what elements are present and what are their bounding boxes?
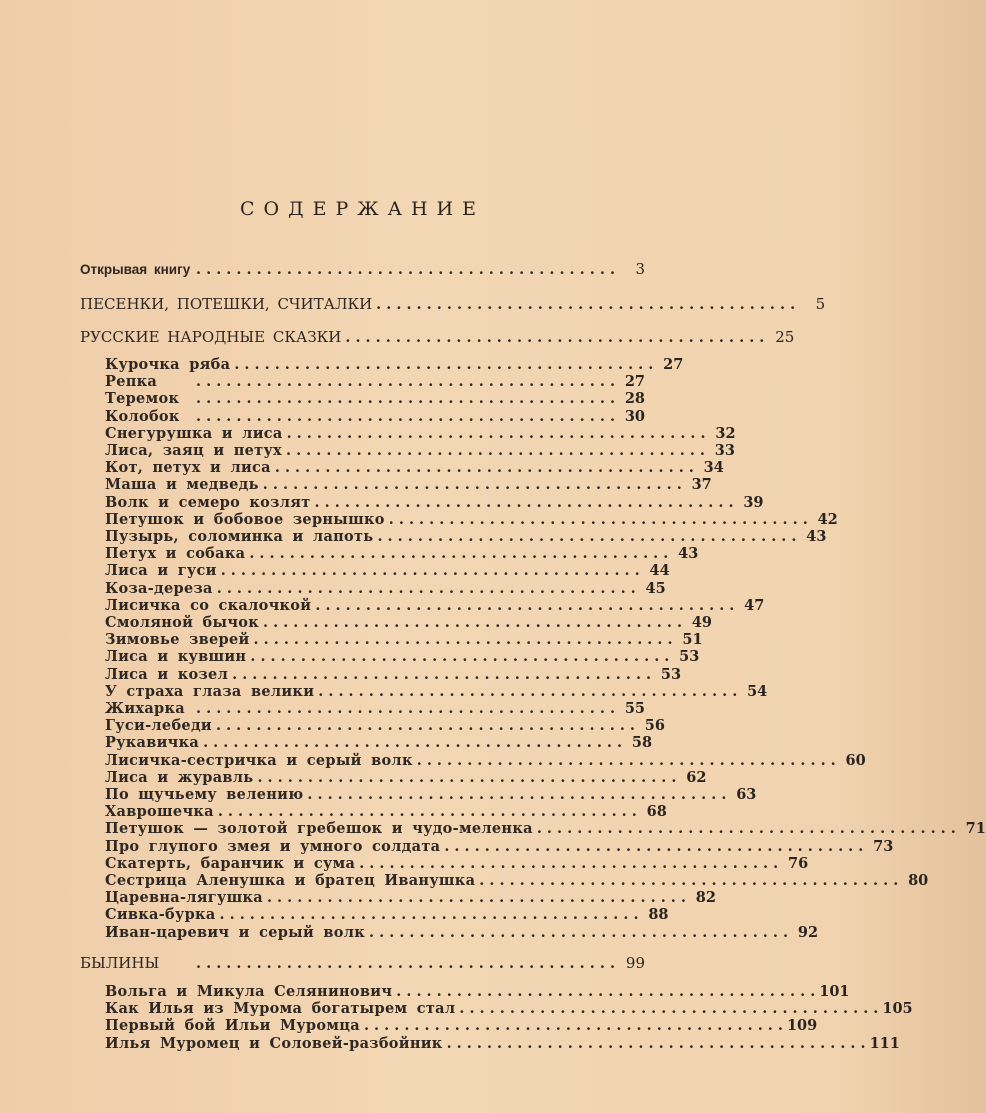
entry-title: Иван-царевич и серый волк [105, 924, 366, 941]
toc-entry [105, 889, 716, 906]
entry-page-number: 37 [691, 476, 712, 493]
entry-page-number: 58 [631, 734, 653, 751]
leader-dots: . . . . . . . . . . . . . . . . . . . . . . . . . . . . . . . . . . . . . . . . . . [266, 889, 686, 906]
entry-title: Курочка ряба [105, 356, 231, 373]
leader-dots: . . . . . . . . . . . . . . . . . . . . . . . . . . . . . . . . . . . . . . . . . . [345, 329, 765, 346]
entry-title: Петушок — золотой гребешок и чудо-меленка [105, 820, 533, 837]
entry-title: Открывая книгу [80, 262, 191, 277]
toc-entry [105, 820, 986, 837]
leader-dots: . . . . . . . . . . . . . . . . . . . . . . . . . . . . . . . . . . . . . . . . . . [536, 820, 956, 837]
leader-dots: . . . . . . . . . . . . . . . . . . . . . . . . . . . . . . . . . . . . . . . . . . [286, 425, 706, 442]
toc-entry [105, 562, 670, 579]
entry-title: Маша и медведь [105, 476, 259, 493]
leader-dots: . . . . . . . . . . . . . . . . . . . . . . . . . . . . . . . . . . . . . . . . . . [314, 494, 734, 511]
entry-page-number: 54 [747, 683, 768, 700]
entry-title: Кот, петух и лиса [105, 459, 271, 476]
entry-title: Про глупого змея и умного солдата [105, 838, 441, 855]
toc-entry [105, 683, 768, 700]
entry-page-number: 92 [797, 924, 819, 941]
toc-entry [105, 786, 757, 803]
entry-title: Как Илья из Мурома богатырем стал [105, 1000, 456, 1017]
entry-page-number: 80 [908, 872, 929, 889]
entry-title: У страха глаза велики [105, 683, 315, 700]
toc-entry [105, 476, 712, 493]
toc-entry [105, 1035, 900, 1052]
entry-title: Колобок [105, 408, 180, 425]
toc-entry [105, 855, 809, 872]
entry-page-number: 109 [786, 1017, 818, 1034]
entry-title: ПЕСЕНКИ, ПОТЕШКИ, СЧИТАЛКИ [80, 295, 373, 313]
entry-title: Снегурушка и лиса [105, 425, 283, 442]
toc-section [80, 295, 826, 313]
entry-title: Теремок [105, 390, 180, 407]
entry-page-number: 111 [869, 1035, 900, 1052]
leader-dots: . . . . . . . . . . . . . . . . . . . . . . . . . . . . . . . . . . . . . . . . . . [203, 734, 623, 751]
entry-page-number: 99 [625, 954, 645, 972]
entry-title: Рукавичка [105, 734, 200, 751]
entry-page-number: 49 [691, 614, 712, 631]
leader-dots: . . . . . . . . . . . . . . . . . . . . . . . . . . . . . . . . . . . . . . . . . . [196, 700, 615, 717]
toc-entry [105, 906, 669, 923]
entry-title: Сестрица Аленушка и братец Иванушка [105, 872, 476, 889]
entry-page-number: 53 [679, 648, 700, 665]
entry-title: Коза-дереза [105, 580, 213, 597]
entry-page-number: 76 [788, 855, 809, 872]
entry-title: Лиса и козел [105, 666, 229, 683]
entry-page-number: 44 [649, 562, 670, 579]
toc-entry [105, 1017, 818, 1034]
entry-page-number: 43 [678, 545, 699, 562]
entry-page-number: 33 [714, 442, 735, 459]
leader-dots: . . . . . . . . . . . . . . . . . . . . . . . . . . . . . . . . . . . . . . . . . . [262, 476, 682, 493]
toc-entry [105, 838, 894, 855]
leader-dots: . . . . . . . . . . . . . . . . . . . . . . . . . . . . . . . . . . . . . . . . . . [217, 803, 637, 820]
entry-page-number: 71 [965, 820, 986, 837]
entry-page-number: 30 [624, 408, 645, 425]
entry-page-number: 28 [624, 390, 645, 407]
entry-title: Петух и собака [105, 545, 246, 562]
toc-entry [105, 1000, 913, 1017]
entry-title: Лиса и кувшин [105, 648, 247, 665]
toc-entry [105, 734, 653, 751]
entry-page-number: 47 [744, 597, 765, 614]
entry-title: Пузырь, соломинка и лапоть [105, 528, 374, 545]
leader-dots: . . . . . . . . . . . . . . . . . . . . . . . . . . . . . . . . . . . . . . . . . . [307, 786, 727, 803]
toc-section [80, 328, 795, 346]
leader-dots: . . . . . . . . . . . . . . . . . . . . . . . . . . . . . . . . . . . . . . . . . . [274, 459, 694, 476]
leader-dots: . . . . . . . . . . . . . . . . . . . . . . . . . . . . . . . . . . . . . . . . . . [396, 983, 816, 1000]
entry-page-number: 88 [648, 906, 669, 923]
entry-title: Жихарка [105, 700, 185, 717]
entry-title: Сивка-бурка [105, 906, 216, 923]
leader-dots: . . . . . . . . . . . . . . . . . . . . . . . . . . . . . . . . . . . . . . . . . . [257, 769, 677, 786]
toc-entry [105, 408, 645, 425]
entry-page-number: 25 [775, 328, 795, 346]
entry-page-number: 34 [703, 459, 724, 476]
entry-page-number: 51 [682, 631, 703, 648]
leader-dots: . . . . . . . . . . . . . . . . . . . . . . . . . . . . . . . . . . . . . . . . . . [219, 906, 639, 923]
entry-title: Илья Муромец и Соловей-разбойник [105, 1035, 443, 1052]
entry-title: Гуси-лебеди [105, 717, 212, 734]
entry-title: Царевна-лягушка [105, 889, 263, 906]
leader-dots: . . . . . . . . . . . . . . . . . . . . . . . . . . . . . . . . . . . . . . . . . . [444, 838, 864, 855]
entry-title: Лиса и журавль [105, 769, 254, 786]
toc-entry [105, 597, 765, 614]
entry-title: Хаврошечка [105, 803, 214, 820]
leader-dots: . . . . . . . . . . . . . . . . . . . . . . . . . . . . . . . . . . . . . . . . . . [249, 545, 669, 562]
toc-entry [105, 442, 735, 459]
leader-dots: . . . . . . . . . . . . . . . . . . . . . . . . . . . . . . . . . . . . . . . . . . [196, 261, 615, 278]
toc-entry [105, 390, 645, 407]
entry-page-number: 27 [624, 373, 645, 390]
leader-dots: . . . . . . . . . . . . . . . . . . . . . . . . . . . . . . . . . . . . . . . . . . [196, 955, 615, 972]
entry-title: БЫЛИНЫ [80, 954, 160, 972]
entry-title: Скатерть, баранчик и сума [105, 855, 356, 872]
entry-title: Вольга и Микула Селянинович [105, 983, 393, 1000]
toc-entry [105, 666, 682, 683]
toc-entry [105, 648, 700, 665]
entry-page-number: 5 [815, 295, 826, 313]
leader-dots: . . . . . . . . . . . . . . . . . . . . . . . . . . . . . . . . . . . . . . . . . . [234, 356, 654, 373]
entry-title: Волк и семеро козлят [105, 494, 311, 511]
entry-page-number: 82 [695, 889, 716, 906]
entry-title: Лиса, заяц и петух [105, 442, 282, 459]
leader-dots: . . . . . . . . . . . . . . . . . . . . . . . . . . . . . . . . . . . . . . . . . . [459, 1000, 879, 1017]
entry-page-number: 105 [882, 1000, 913, 1017]
toc-entry [105, 459, 724, 476]
entry-title: Лиса и гуси [105, 562, 217, 579]
toc-entry [105, 803, 667, 820]
toc-entry [105, 752, 866, 769]
entry-title: Смоляной бычок [105, 614, 259, 631]
leader-dots: . . . . . . . . . . . . . . . . . . . . . . . . . . . . . . . . . . . . . . . . . . [388, 511, 808, 528]
toc-entry [105, 356, 684, 373]
toc-entry [105, 373, 645, 390]
toc-entry [105, 924, 819, 941]
leader-dots: . . . . . . . . . . . . . . . . . . . . . . . . . . . . . . . . . . . . . . . . . . [315, 597, 735, 614]
entry-page-number: 3 [635, 260, 645, 278]
toc-entry [105, 983, 850, 1000]
toc-entry [105, 872, 929, 889]
leader-dots: . . . . . . . . . . . . . . . . . . . . . . . . . . . . . . . . . . . . . . . . . . [250, 648, 670, 665]
leader-dots: . . . . . . . . . . . . . . . . . . . . . . . . . . . . . . . . . . . . . . . . . . [216, 580, 636, 597]
toc-entry [105, 614, 712, 631]
leader-dots: . . . . . . . . . . . . . . . . . . . . . . . . . . . . . . . . . . . . . . . . . . [232, 666, 652, 683]
leader-dots: . . . . . . . . . . . . . . . . . . . . . . . . . . . . . . . . . . . . . . . . . . [263, 614, 682, 631]
toc-entry [105, 425, 736, 442]
entry-page-number: 27 [663, 356, 684, 373]
entry-page-number: 42 [817, 511, 838, 528]
leader-dots: . . . . . . . . . . . . . . . . . . . . . . . . . . . . . . . . . . . . . . . . . . [253, 631, 673, 648]
toc-entry [105, 769, 707, 786]
entry-page-number: 45 [645, 580, 666, 597]
leader-dots: . . . . . . . . . . . . . . . . . . . . . . . . . . . . . . . . . . . . . . . . . . [318, 683, 738, 700]
toc-entry [105, 717, 665, 734]
leader-dots: . . . . . . . . . . . . . . . . . . . . . . . . . . . . . . . . . . . . . . . . . . [363, 1017, 783, 1034]
leader-dots: . . . . . . . . . . . . . . . . . . . . . . . . . . . . . . . . . . . . . . . . . . [479, 872, 899, 889]
toc-entry-intro [80, 261, 645, 278]
toc-entry [105, 700, 645, 717]
entry-title: Лисичка-сестричка и серый волк [105, 752, 413, 769]
entry-page-number: 56 [644, 717, 665, 734]
entry-page-number: 63 [736, 786, 757, 803]
entry-title: Репка [105, 373, 158, 390]
leader-dots: . . . . . . . . . . . . . . . . . . . . . . . . . . . . . . . . . . . . . . . . . . [416, 752, 836, 769]
entry-page-number: 60 [845, 752, 866, 769]
entry-page-number: 101 [819, 983, 850, 1000]
entry-page-number: 68 [646, 803, 667, 820]
toc-entry [105, 511, 838, 528]
entry-page-number: 73 [873, 838, 894, 855]
toc-entry [105, 631, 703, 648]
entry-title: РУССКИЕ НАРОДНЫЕ СКАЗКИ [80, 328, 342, 346]
toc-entry [105, 545, 699, 562]
leader-dots: . . . . . . . . . . . . . . . . . . . . . . . . . . . . . . . . . . . . . . . . . . [220, 562, 640, 579]
entry-page-number: 32 [715, 425, 736, 442]
leader-dots: . . . . . . . . . . . . . . . . . . . . . . . . . . . . . . . . . . . . . . . . . . [376, 296, 796, 313]
entry-title: Лисичка со скалочкой [105, 597, 312, 614]
leader-dots: . . . . . . . . . . . . . . . . . . . . . . . . . . . . . . . . . . . . . . . . . . [369, 924, 789, 941]
entry-page-number: 39 [743, 494, 764, 511]
leader-dots: . . . . . . . . . . . . . . . . . . . . . . . . . . . . . . . . . . . . . . . . . . [285, 442, 705, 459]
entry-title: Первый бой Ильи Муромца [105, 1017, 360, 1034]
leader-dots: . . . . . . . . . . . . . . . . . . . . . . . . . . . . . . . . . . . . . . . . . . [359, 855, 779, 872]
leader-dots: . . . . . . . . . . . . . . . . . . . . . . . . . . . . . . . . . . . . . . . . . . [196, 390, 615, 407]
leader-dots: . . . . . . . . . . . . . . . . . . . . . . . . . . . . . . . . . . . . . . . . . . [215, 717, 635, 734]
leader-dots: . . . . . . . . . . . . . . . . . . . . . . . . . . . . . . . . . . . . . . . . . . [196, 373, 615, 390]
leader-dots: . . . . . . . . . . . . . . . . . . . . . . . . . . . . . . . . . . . . . . . . . . [446, 1035, 866, 1052]
toc-entry [105, 494, 764, 511]
entry-page-number: 43 [806, 528, 827, 545]
entry-title: Зимовье зверей [105, 631, 250, 648]
leader-dots: . . . . . . . . . . . . . . . . . . . . . . . . . . . . . . . . . . . . . . . . . . [377, 528, 797, 545]
toc-title: СОДЕРЖАНИЕ [240, 198, 485, 220]
toc-entry [105, 528, 827, 545]
toc-entry [105, 580, 666, 597]
toc-section [80, 955, 645, 972]
entry-page-number: 55 [624, 700, 645, 717]
entry-title: По щучьему велению [105, 786, 304, 803]
entry-page-number: 53 [660, 666, 682, 683]
entry-title: Петушок и бобовое зернышко [105, 511, 385, 528]
entry-page-number: 62 [686, 769, 707, 786]
leader-dots: . . . . . . . . . . . . . . . . . . . . . . . . . . . . . . . . . . . . . . . . . . [196, 408, 615, 425]
